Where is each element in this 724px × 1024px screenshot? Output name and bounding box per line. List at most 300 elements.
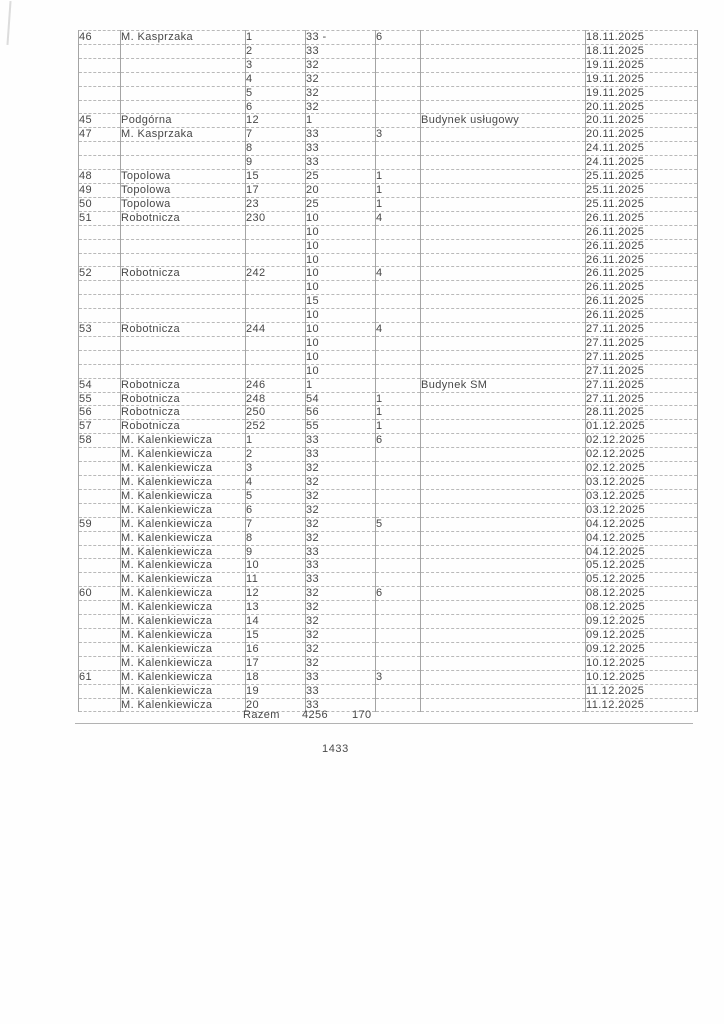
table-row <box>79 420 698 434</box>
cell-count_a: 25 <box>306 170 376 184</box>
cell-street: Robotnicza <box>121 267 246 281</box>
table-row <box>79 670 698 684</box>
table-row <box>79 684 698 698</box>
cell-date: 02.12.2025 <box>586 462 698 476</box>
cell-count_a: 32 <box>306 531 376 545</box>
summary-label: Razem <box>243 709 280 721</box>
cell-street: Topolowa <box>121 197 246 211</box>
cell-no <box>79 156 121 170</box>
cell-count_b <box>376 114 421 128</box>
cell-building: 10 <box>246 559 306 573</box>
cell-note <box>421 100 586 114</box>
cell-no <box>79 58 121 72</box>
cell-no <box>79 559 121 573</box>
cell-count_a: 32 <box>306 656 376 670</box>
cell-note <box>421 420 586 434</box>
cell-count_a: 15 <box>306 295 376 309</box>
cell-date: 24.11.2025 <box>586 156 698 170</box>
cell-street: Robotnicza <box>121 406 246 420</box>
cell-street: M. Kalenkiewicza <box>121 642 246 656</box>
cell-no: 53 <box>79 323 121 337</box>
cell-street: M. Kalenkiewicza <box>121 615 246 629</box>
cell-count_a: 33 <box>306 559 376 573</box>
cell-building <box>246 253 306 267</box>
cell-note <box>421 253 586 267</box>
cell-count_b <box>376 601 421 615</box>
cell-street <box>121 44 246 58</box>
cell-date: 26.11.2025 <box>586 225 698 239</box>
cell-count_b: 4 <box>376 323 421 337</box>
cell-date: 26.11.2025 <box>586 253 698 267</box>
cell-date: 27.11.2025 <box>586 392 698 406</box>
table-row <box>79 211 698 225</box>
cell-note <box>421 448 586 462</box>
table-row <box>79 267 698 281</box>
cell-street: M. Kasprzaka <box>121 128 246 142</box>
table-row <box>79 573 698 587</box>
cell-date: 27.11.2025 <box>586 350 698 364</box>
cell-count_b <box>376 58 421 72</box>
table-row <box>79 253 698 267</box>
cell-date: 27.11.2025 <box>586 323 698 337</box>
cell-street: M. Kalenkiewicza <box>121 531 246 545</box>
cell-building: 23 <box>246 197 306 211</box>
cell-no: 49 <box>79 183 121 197</box>
cell-count_a: 33 - <box>306 31 376 45</box>
cell-count_b <box>376 378 421 392</box>
cell-street <box>121 281 246 295</box>
cell-date: 24.11.2025 <box>586 142 698 156</box>
cell-street <box>121 86 246 100</box>
cell-note <box>421 670 586 684</box>
table-row <box>79 559 698 573</box>
cell-date: 08.12.2025 <box>586 601 698 615</box>
cell-building: 248 <box>246 392 306 406</box>
cell-date: 26.11.2025 <box>586 239 698 253</box>
cell-count_b <box>376 225 421 239</box>
table-row <box>79 517 698 531</box>
cell-count_b: 3 <box>376 670 421 684</box>
cell-note <box>421 462 586 476</box>
table-row <box>79 114 698 128</box>
cell-count_a: 10 <box>306 267 376 281</box>
cell-count_b <box>376 656 421 670</box>
cell-note <box>421 336 586 350</box>
cell-no: 55 <box>79 392 121 406</box>
cell-count_a: 1 <box>306 114 376 128</box>
cell-date: 09.12.2025 <box>586 642 698 656</box>
cell-no: 47 <box>79 128 121 142</box>
cell-note <box>421 142 586 156</box>
cell-count_b <box>376 44 421 58</box>
cell-street: M. Kalenkiewicza <box>121 656 246 670</box>
cell-date: 27.11.2025 <box>586 378 698 392</box>
cell-building: 3 <box>246 58 306 72</box>
table-row <box>79 489 698 503</box>
cell-no <box>79 86 121 100</box>
table-row <box>79 615 698 629</box>
cell-no: 48 <box>79 170 121 184</box>
cell-no: 56 <box>79 406 121 420</box>
cell-date: 04.12.2025 <box>586 517 698 531</box>
cell-count_b: 1 <box>376 170 421 184</box>
cell-street <box>121 364 246 378</box>
cell-no <box>79 142 121 156</box>
cell-count_a: 33 <box>306 545 376 559</box>
cell-building: 7 <box>246 128 306 142</box>
cell-building <box>246 364 306 378</box>
cell-building: 8 <box>246 142 306 156</box>
cell-note <box>421 156 586 170</box>
table-row <box>79 642 698 656</box>
cell-count_a: 10 <box>306 225 376 239</box>
table-row <box>79 295 698 309</box>
cell-building: 16 <box>246 642 306 656</box>
table-row <box>79 364 698 378</box>
table-row <box>79 170 698 184</box>
cell-no: 54 <box>79 378 121 392</box>
cell-building: 230 <box>246 211 306 225</box>
cell-no <box>79 642 121 656</box>
cell-no <box>79 462 121 476</box>
cell-note <box>421 86 586 100</box>
cell-date: 27.11.2025 <box>586 364 698 378</box>
table-row <box>79 656 698 670</box>
cell-note <box>421 239 586 253</box>
cell-street: M. Kalenkiewicza <box>121 476 246 490</box>
cell-note <box>421 44 586 58</box>
cell-count_b <box>376 503 421 517</box>
cell-count_b <box>376 281 421 295</box>
cell-street <box>121 142 246 156</box>
cell-note <box>421 559 586 573</box>
cell-no <box>79 601 121 615</box>
cell-street <box>121 253 246 267</box>
table-row <box>79 72 698 86</box>
cell-date: 03.12.2025 <box>586 503 698 517</box>
cell-no <box>79 615 121 629</box>
cell-count_a: 32 <box>306 601 376 615</box>
cell-note <box>421 170 586 184</box>
table-row <box>79 628 698 642</box>
cell-building <box>246 336 306 350</box>
cell-count_a: 56 <box>306 406 376 420</box>
table-row <box>79 503 698 517</box>
cell-date: 19.11.2025 <box>586 72 698 86</box>
cell-building: 246 <box>246 378 306 392</box>
cell-street <box>121 350 246 364</box>
cell-no <box>79 628 121 642</box>
cell-no <box>79 489 121 503</box>
cell-date: 03.12.2025 <box>586 476 698 490</box>
cell-date: 20.11.2025 <box>586 114 698 128</box>
cell-date: 02.12.2025 <box>586 434 698 448</box>
cell-building: 20 <box>246 698 306 712</box>
cell-count_a: 55 <box>306 420 376 434</box>
cell-date: 27.11.2025 <box>586 336 698 350</box>
cell-count_b <box>376 642 421 656</box>
cell-street: Robotnicza <box>121 211 246 225</box>
table-body <box>79 31 698 712</box>
cell-count_a: 10 <box>306 281 376 295</box>
cell-count_a: 32 <box>306 503 376 517</box>
cell-count_a: 32 <box>306 476 376 490</box>
cell-building: 244 <box>246 323 306 337</box>
cell-no <box>79 476 121 490</box>
cell-count_a: 33 <box>306 128 376 142</box>
cell-count_a: 10 <box>306 350 376 364</box>
cell-date: 04.12.2025 <box>586 531 698 545</box>
cell-building: 9 <box>246 156 306 170</box>
cell-date: 03.12.2025 <box>586 489 698 503</box>
cell-no <box>79 573 121 587</box>
cell-building: 2 <box>246 448 306 462</box>
cell-date: 18.11.2025 <box>586 44 698 58</box>
cell-count_b <box>376 72 421 86</box>
cell-count_a: 33 <box>306 698 376 712</box>
cell-note <box>421 364 586 378</box>
cell-count_a: 33 <box>306 670 376 684</box>
cell-count_b <box>376 448 421 462</box>
cell-street: Robotnicza <box>121 392 246 406</box>
cell-street <box>121 100 246 114</box>
table-row <box>79 587 698 601</box>
cell-building <box>246 350 306 364</box>
cell-street: Topolowa <box>121 170 246 184</box>
cell-street <box>121 295 246 309</box>
cell-street <box>121 239 246 253</box>
cell-note <box>421 642 586 656</box>
cell-building: 11 <box>246 573 306 587</box>
cell-no <box>79 684 121 698</box>
cell-building: 18 <box>246 670 306 684</box>
cell-no: 51 <box>79 211 121 225</box>
cell-note <box>421 72 586 86</box>
cell-count_b <box>376 545 421 559</box>
cell-no <box>79 545 121 559</box>
cell-count_a: 54 <box>306 392 376 406</box>
cell-building: 3 <box>246 462 306 476</box>
cell-count_b: 1 <box>376 183 421 197</box>
cell-no <box>79 253 121 267</box>
table-row <box>79 281 698 295</box>
cell-building: 250 <box>246 406 306 420</box>
cell-count_b: 4 <box>376 267 421 281</box>
cell-date: 09.12.2025 <box>586 615 698 629</box>
cell-count_a: 10 <box>306 211 376 225</box>
cell-date: 02.12.2025 <box>586 448 698 462</box>
cell-no <box>79 239 121 253</box>
cell-count_b <box>376 684 421 698</box>
cell-count_a: 32 <box>306 100 376 114</box>
cell-count_a: 32 <box>306 615 376 629</box>
cell-no <box>79 44 121 58</box>
cell-street <box>121 336 246 350</box>
cell-street: M. Kalenkiewicza <box>121 587 246 601</box>
cell-no: 52 <box>79 267 121 281</box>
cell-note <box>421 531 586 545</box>
cell-note <box>421 350 586 364</box>
table-row <box>79 128 698 142</box>
cell-count_a: 32 <box>306 587 376 601</box>
cell-no: 60 <box>79 587 121 601</box>
cell-note: Budynek SM <box>421 378 586 392</box>
cell-street <box>121 58 246 72</box>
cell-no <box>79 656 121 670</box>
cell-date: 20.11.2025 <box>586 100 698 114</box>
cell-note <box>421 545 586 559</box>
cell-count_a: 33 <box>306 684 376 698</box>
cell-building: 12 <box>246 114 306 128</box>
cell-note <box>421 183 586 197</box>
cell-date: 11.12.2025 <box>586 698 698 712</box>
cell-count_a: 10 <box>306 336 376 350</box>
cell-date: 05.12.2025 <box>586 559 698 573</box>
cell-count_a: 32 <box>306 462 376 476</box>
cell-note <box>421 197 586 211</box>
summary-total-a: 4256 <box>302 709 329 721</box>
cell-count_b <box>376 100 421 114</box>
cell-street: M. Kasprzaka <box>121 31 246 45</box>
cell-date: 26.11.2025 <box>586 267 698 281</box>
cell-note <box>421 628 586 642</box>
cell-count_a: 10 <box>306 309 376 323</box>
cell-building: 2 <box>246 44 306 58</box>
cell-note <box>421 267 586 281</box>
cell-count_a: 20 <box>306 183 376 197</box>
cell-street: M. Kalenkiewicza <box>121 684 246 698</box>
cell-note <box>421 211 586 225</box>
cell-note <box>421 58 586 72</box>
cell-note <box>421 392 586 406</box>
cell-building: 12 <box>246 587 306 601</box>
cell-building <box>246 239 306 253</box>
cell-count_a: 25 <box>306 197 376 211</box>
cell-street: M. Kalenkiewicza <box>121 489 246 503</box>
cell-street: M. Kalenkiewicza <box>121 601 246 615</box>
cell-date: 25.11.2025 <box>586 170 698 184</box>
cell-count_b: 1 <box>376 197 421 211</box>
cell-street: M. Kalenkiewicza <box>121 628 246 642</box>
cell-building: 17 <box>246 183 306 197</box>
cell-count_a: 33 <box>306 44 376 58</box>
cell-count_a: 33 <box>306 156 376 170</box>
cell-building: 6 <box>246 100 306 114</box>
cell-building: 15 <box>246 628 306 642</box>
cell-note <box>421 225 586 239</box>
cell-street <box>121 156 246 170</box>
cell-no: 58 <box>79 434 121 448</box>
table-row <box>79 601 698 615</box>
cell-count_b <box>376 628 421 642</box>
table-row <box>79 100 698 114</box>
cell-building: 15 <box>246 170 306 184</box>
cell-date: 09.12.2025 <box>586 628 698 642</box>
cell-count_a: 10 <box>306 364 376 378</box>
cell-street: M. Kalenkiewicza <box>121 670 246 684</box>
table-row <box>79 392 698 406</box>
summary-divider-line <box>75 723 693 724</box>
cell-count_a: 33 <box>306 142 376 156</box>
cell-count_b <box>376 615 421 629</box>
cell-date: 26.11.2025 <box>586 211 698 225</box>
cell-count_b: 6 <box>376 31 421 45</box>
table-row <box>79 58 698 72</box>
cell-street <box>121 225 246 239</box>
cell-count_a: 32 <box>306 628 376 642</box>
cell-no: 57 <box>79 420 121 434</box>
table-row <box>79 476 698 490</box>
cell-count_b: 3 <box>376 128 421 142</box>
cell-no: 59 <box>79 517 121 531</box>
cell-note <box>421 281 586 295</box>
table-row <box>79 197 698 211</box>
cell-date: 26.11.2025 <box>586 309 698 323</box>
table-row <box>79 434 698 448</box>
cell-count_b <box>376 559 421 573</box>
cell-count_a: 33 <box>306 448 376 462</box>
cell-count_b <box>376 239 421 253</box>
cell-note <box>421 295 586 309</box>
cell-no <box>79 281 121 295</box>
table-row <box>79 462 698 476</box>
cell-count_a: 32 <box>306 489 376 503</box>
cell-building: 6 <box>246 503 306 517</box>
summary-row <box>0 708 724 724</box>
cell-building: 4 <box>246 72 306 86</box>
cell-building: 19 <box>246 684 306 698</box>
cell-count_b <box>376 253 421 267</box>
table-row <box>79 31 698 45</box>
cell-date: 05.12.2025 <box>586 573 698 587</box>
table-row <box>79 323 698 337</box>
cell-no <box>79 364 121 378</box>
cell-count_b <box>376 295 421 309</box>
cell-building: 5 <box>246 489 306 503</box>
cell-count_b <box>376 531 421 545</box>
cell-no <box>79 350 121 364</box>
cell-note <box>421 573 586 587</box>
table-row <box>79 350 698 364</box>
cell-date: 04.12.2025 <box>586 545 698 559</box>
cell-street: M. Kalenkiewicza <box>121 462 246 476</box>
cell-count_b <box>376 142 421 156</box>
cell-date: 28.11.2025 <box>586 406 698 420</box>
cell-note <box>421 323 586 337</box>
cell-building: 14 <box>246 615 306 629</box>
cell-note <box>421 309 586 323</box>
readings-table <box>78 30 698 712</box>
table-row <box>79 531 698 545</box>
cell-building: 13 <box>246 601 306 615</box>
cell-building: 242 <box>246 267 306 281</box>
cell-count_a: 10 <box>306 253 376 267</box>
cell-count_b <box>376 86 421 100</box>
cell-date: 10.12.2025 <box>586 656 698 670</box>
cell-no <box>79 72 121 86</box>
cell-count_a: 33 <box>306 434 376 448</box>
cell-date: 19.11.2025 <box>586 58 698 72</box>
cell-street: M. Kalenkiewicza <box>121 434 246 448</box>
table-row <box>79 448 698 462</box>
cell-building <box>246 309 306 323</box>
cell-building: 9 <box>246 545 306 559</box>
cell-street: Robotnicza <box>121 323 246 337</box>
cell-no <box>79 336 121 350</box>
cell-street: M. Kalenkiewicza <box>121 503 246 517</box>
cell-street: M. Kalenkiewicza <box>121 573 246 587</box>
cell-date: 26.11.2025 <box>586 281 698 295</box>
